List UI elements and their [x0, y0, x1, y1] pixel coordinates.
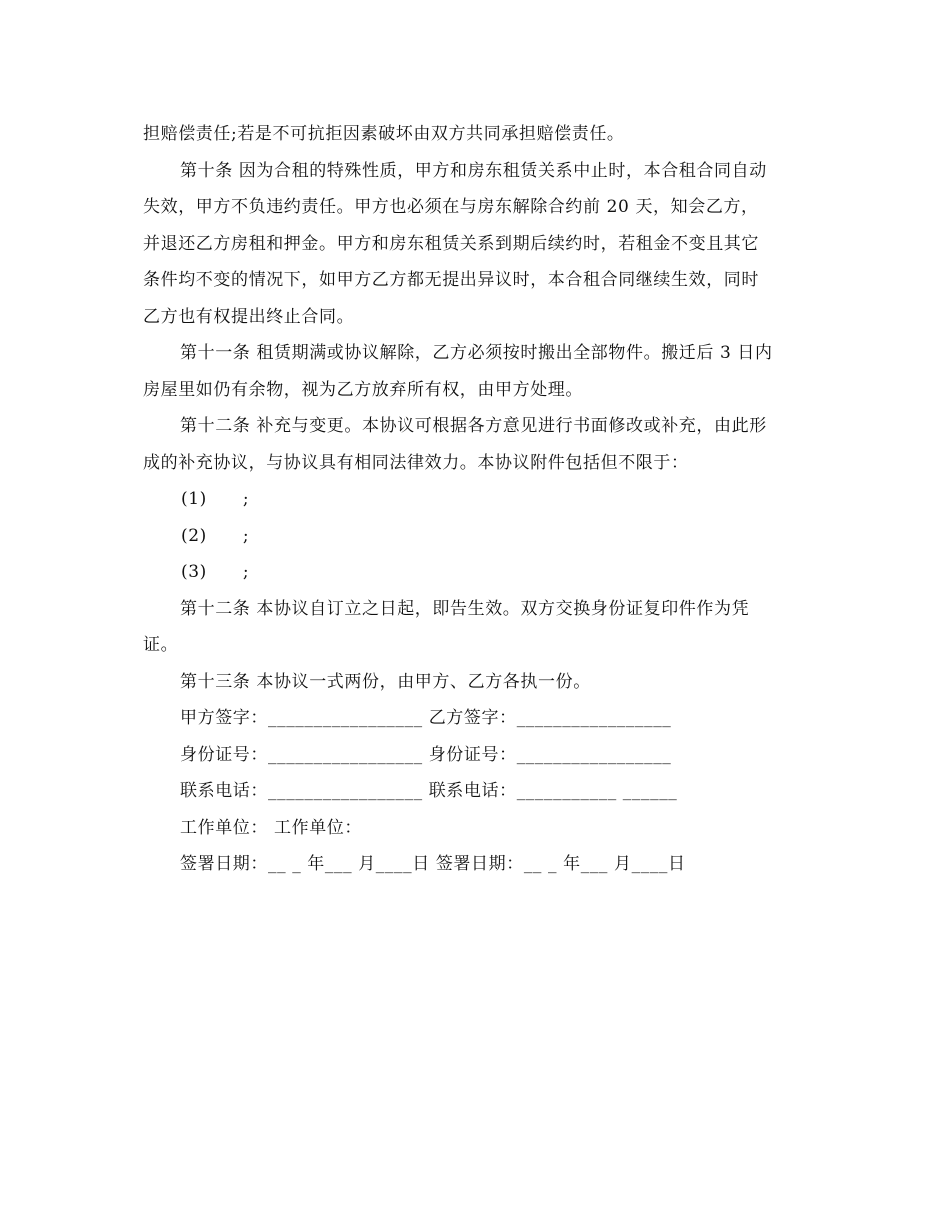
clause-10-line-5: 乙方也有权提出终止合同。	[143, 306, 355, 327]
clause-10-line-1: 第十条 因为合租的特殊性质，甲方和房东租赁关系中止时，本合租合同自动	[180, 160, 767, 181]
attachment-item-2: (2) ;	[181, 525, 250, 546]
clause-10-line-2: 失效，甲方不负违约责任。甲方也必须在与房东解除合约前 20 天，知会乙方，	[143, 197, 759, 217]
clause-12-line-2: 成的补充协议，与协议具有相同法律效力。本协议附件包括但不限于：	[143, 452, 689, 473]
id-number-line: 身份证号：_________________ 身份证号：_________________	[180, 744, 672, 765]
clause-11-line-1: 第十一条 租赁期满或协议解除，乙方必须按时搬出全部物件。搬迁后 3 日内	[180, 343, 773, 363]
clause-11-line-2: 房屋里如仍有余物，视为乙方放弃所有权，由甲方处理。	[143, 379, 583, 400]
clause-10-line-3: 并退还乙方房租和押金。甲方和房东租赁关系到期后续约时，若租金不变且其它	[143, 233, 759, 254]
clause-10-line-4: 条件均不变的情况下，如甲方乙方都无提出异议时，本合租合同继续生效，同时	[143, 270, 759, 290]
work-unit-line: 工作单位： 工作单位：	[180, 817, 363, 838]
clause-13-line: 第十三条 本协议一式两份，由甲方、乙方各执一份。	[180, 671, 591, 692]
clause-12-line-1: 第十二条 补充与变更。本协议可根据各方意见进行书面修改或补充，由此形	[180, 416, 767, 436]
document-body	[143, 116, 813, 883]
signature-line: 甲方签字：_________________ 乙方签字：_________________	[180, 708, 672, 728]
clause-effective-line-1: 第十二条 本协议自订立之日起，即告生效。双方交换身份证复印件作为凭	[180, 598, 750, 619]
attachment-item-3: (3) ;	[181, 562, 250, 582]
phone-line: 联系电话：_________________ 联系电话：___________ ______	[180, 781, 678, 801]
paragraph-line: 担赔偿责任;若是不可抗拒因素破坏由双方共同承担赔偿责任。	[143, 124, 625, 144]
clause-effective-line-2: 证。	[143, 635, 179, 655]
attachment-item-1: (1) ;	[181, 489, 250, 509]
signing-date-line: 签署日期：__ _ 年___ 月____日 签署日期：__ _ 年___ 月____日	[180, 854, 686, 874]
